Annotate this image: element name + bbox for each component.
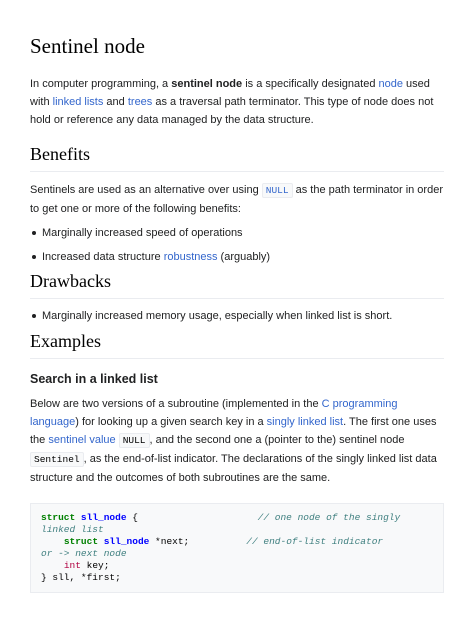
- examples-paragraph: Below are two versions of a subroutine (implemented in the C programming language) for looking up a given search key in a singly linked list. The first one uses the sentinel value NULL , and the second one a (pointer to the) sentinel node Sentinel , as the end-of-list indicator. The declarations of the singly linked list data structure and the outcomes of both subroutines are the same.: [30, 398, 437, 484]
- code-null[interactable]: NULL: [262, 183, 293, 198]
- list-item: Marginally increased memory usage, especially when linked list is short.: [42, 307, 444, 325]
- term-sentinel-node: sentinel node: [171, 78, 243, 90]
- link-linked-lists[interactable]: linked lists: [52, 96, 104, 108]
- subheading-search-linked-list: Search in a linked list: [30, 372, 158, 386]
- page-title: Sentinel node: [30, 34, 145, 58]
- drawbacks-heading: Drawbacks: [30, 270, 444, 299]
- intro-paragraph: In computer programming, a sentinel node is a specifically designated node used with linked lists and trees as a traversal path terminator. This type of node does not hold or reference any data managed by the data structure.: [30, 78, 434, 126]
- benefits-list: [30, 224, 444, 266]
- link-sentinel-value[interactable]: sentinel value: [48, 434, 116, 446]
- link-c-programming-language[interactable]: C programming language: [30, 398, 398, 428]
- drawbacks-list: [30, 307, 444, 325]
- benefits-paragraph: Sentinels are used as an alternative over using NULL as the path terminator in order to get one or more of the following benefits:: [30, 184, 443, 215]
- examples-heading: Examples: [30, 330, 444, 359]
- code-null-inline: NULL: [119, 433, 150, 448]
- list-item: Marginally increased speed of operations: [42, 224, 444, 242]
- benefits-heading: Benefits: [30, 143, 444, 172]
- link-robustness[interactable]: robustness: [163, 251, 218, 263]
- link-singly-linked-list[interactable]: singly linked list: [266, 416, 344, 428]
- code-sentinel-inline: Sentinel: [30, 452, 84, 467]
- link-node[interactable]: node: [378, 78, 403, 90]
- code-block: struct sll_node { // one node of the singly linked list struct sll_node *next; // end-of-list indicator or -> next node int key; } sll, *first;: [30, 503, 444, 593]
- list-item: Increased data structure robustness (arguably): [42, 248, 444, 266]
- link-trees[interactable]: trees: [127, 96, 153, 108]
